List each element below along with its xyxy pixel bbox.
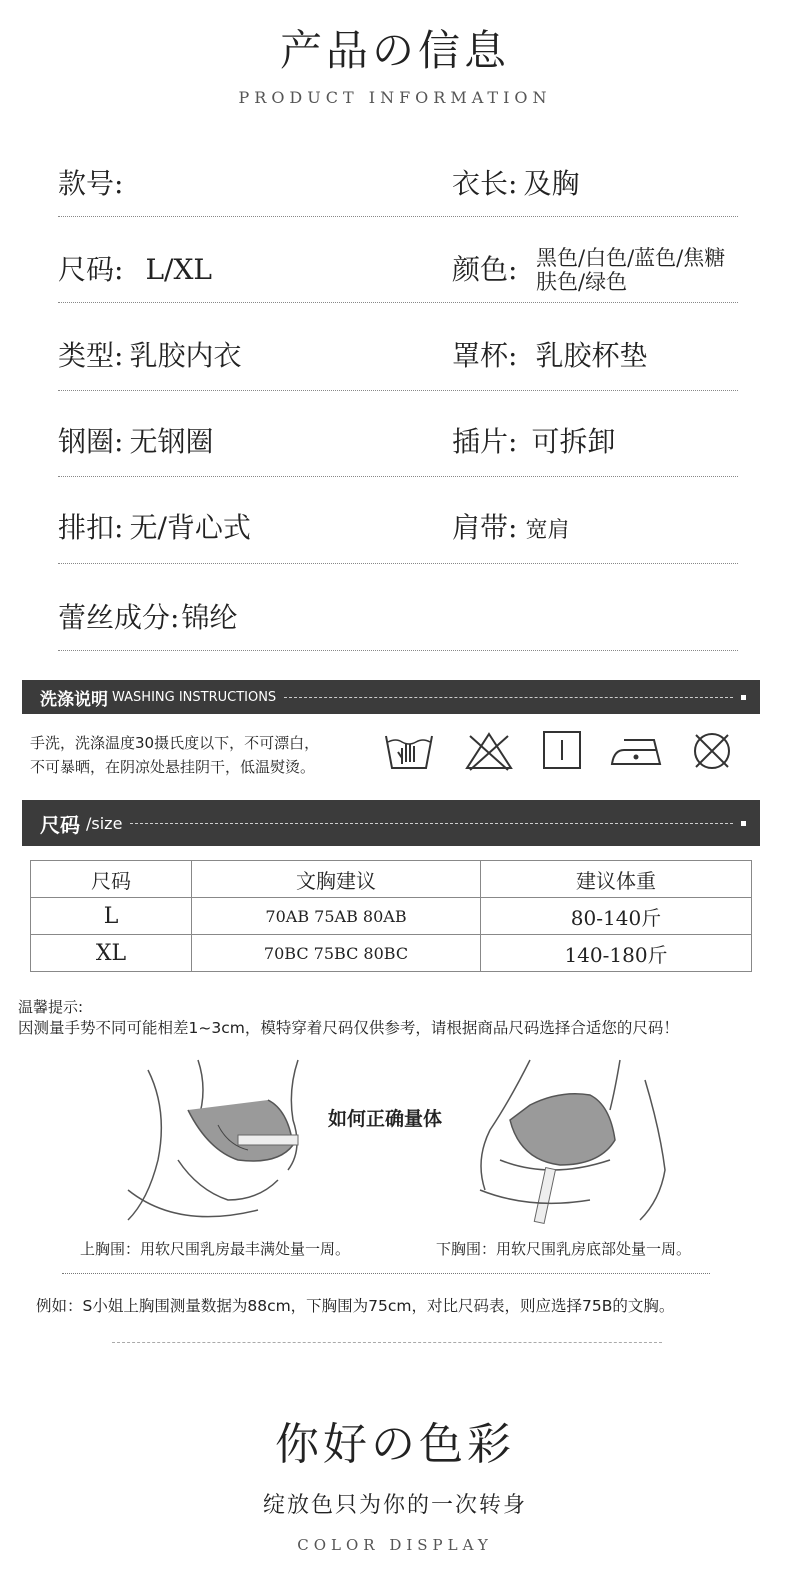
cell-weight: 140-180斤 — [481, 935, 752, 972]
length-label: 衣长: — [452, 167, 518, 200]
measure-heading: 如何正确量体 — [328, 1108, 443, 1130]
color-value-line-1: 黑色/白色/蓝色/焦糖 — [536, 246, 726, 270]
cell-size: L — [31, 898, 192, 935]
washing-text-line-1: 手洗，洗涤温度30摄氏度以下，不可漂白， — [30, 734, 320, 752]
size-field — [58, 248, 212, 288]
bar-dots — [284, 697, 733, 698]
footer-title: 你好の色彩 — [275, 1419, 515, 1470]
divider — [112, 1342, 662, 1343]
size-section-bar — [22, 800, 760, 846]
cell-bra: 70BC 75BC 80BC — [192, 935, 481, 972]
washing-text — [30, 731, 319, 779]
cup-label: 罩杯: — [452, 339, 518, 372]
header-weight: 建议体重 — [481, 861, 752, 898]
type-value: 乳胶内衣 — [129, 339, 242, 372]
size-title: 尺码 — [40, 812, 80, 837]
no-dry-clean-icon — [690, 730, 734, 772]
insert-field — [452, 420, 615, 460]
hand-wash-icon — [382, 728, 436, 774]
divider — [58, 390, 738, 391]
cell-weight: 80-140斤 — [481, 898, 752, 935]
wire-field — [58, 420, 213, 460]
size-title-en: /size — [86, 813, 123, 833]
bar-dots — [130, 823, 733, 824]
size-label: 尺码: — [58, 253, 124, 286]
upper-bust-note: 上胸围：用软尺围乳房最丰满处量一周。 — [80, 1240, 351, 1258]
upper-bust-illustration — [118, 1050, 318, 1230]
table-row — [31, 898, 752, 935]
bar-end-mark — [741, 821, 746, 826]
footer-title-en: COLOR DISPLAY — [297, 1536, 493, 1554]
clasp-field — [58, 506, 251, 546]
color-field — [452, 248, 517, 288]
washing-section-bar — [22, 680, 760, 714]
washing-title: 洗涤说明 — [40, 689, 108, 710]
lower-bust-note: 下胸围：用软尺围乳房底部处量一周。 — [436, 1240, 692, 1258]
type-field — [58, 334, 241, 374]
washing-text-line-2: 不可暴晒，在阴凉处悬挂阴干，低温熨烫。 — [30, 758, 316, 776]
page-subtitle: PRODUCT INFORMATION — [238, 88, 552, 107]
lace-value: 锦纶 — [181, 601, 238, 634]
divider — [58, 650, 738, 651]
style-number-label: 款号: — [58, 167, 124, 200]
cell-size: XL — [31, 935, 192, 972]
color-label: 颜色: — [452, 253, 518, 286]
wire-value: 无钢圈 — [129, 425, 214, 458]
divider — [62, 1273, 710, 1274]
type-label: 类型: — [58, 339, 124, 372]
style-number-field — [58, 162, 129, 202]
washing-title-en: WASHING INSTRUCTIONS — [112, 689, 277, 705]
cell-bra: 70AB 75AB 80AB — [192, 898, 481, 935]
strap-label: 肩带: — [452, 511, 518, 544]
cup-value: 乳胶杯垫 — [535, 339, 648, 372]
color-value-line-2: 肤色/绿色 — [536, 270, 628, 294]
table-row — [31, 935, 752, 972]
size-table-header — [31, 861, 752, 898]
divider — [58, 216, 738, 217]
size-value: L/XL — [145, 253, 212, 286]
header-bra: 文胸建议 — [192, 861, 481, 898]
length-field — [452, 162, 579, 202]
divider — [58, 563, 738, 564]
footer-subtitle: 绽放色只为你的一次转身 — [262, 1493, 527, 1518]
line-dry-icon — [542, 730, 582, 770]
strap-field — [452, 506, 569, 546]
size-table — [30, 860, 752, 972]
divider — [58, 476, 738, 477]
example-note: 例如：S小姐上胸围测量数据为88cm，下胸围为75cm，对比尺码表，则应选择75B的文胸。 — [36, 1297, 675, 1315]
lace-label: 蕾丝成分: — [58, 601, 180, 634]
header-size: 尺码 — [31, 861, 192, 898]
tips-title: 温馨提示: — [18, 998, 84, 1016]
wire-label: 钢圈: — [58, 425, 124, 458]
strap-value: 宽肩 — [525, 518, 570, 543]
tips-text: 因测量手势不同可能相差1~3cm，模特穿着尺码仅供参考，请根据商品尺码选择合适您的尺码！ — [18, 1019, 679, 1037]
clasp-label: 排扣: — [58, 511, 124, 544]
divider — [58, 302, 738, 303]
cup-field — [452, 334, 647, 374]
insert-label: 插片: — [452, 425, 518, 458]
length-value: 及胸 — [523, 167, 580, 200]
lower-bust-illustration — [470, 1050, 670, 1230]
page-title: 产品の信息 — [279, 26, 510, 75]
lace-field — [58, 596, 237, 636]
insert-value: 可拆卸 — [531, 425, 616, 458]
no-bleach-icon — [464, 730, 514, 772]
clasp-value: 无/背心式 — [129, 511, 251, 544]
low-iron-icon — [610, 734, 666, 768]
bar-end-mark — [741, 695, 746, 700]
color-value — [536, 246, 725, 294]
